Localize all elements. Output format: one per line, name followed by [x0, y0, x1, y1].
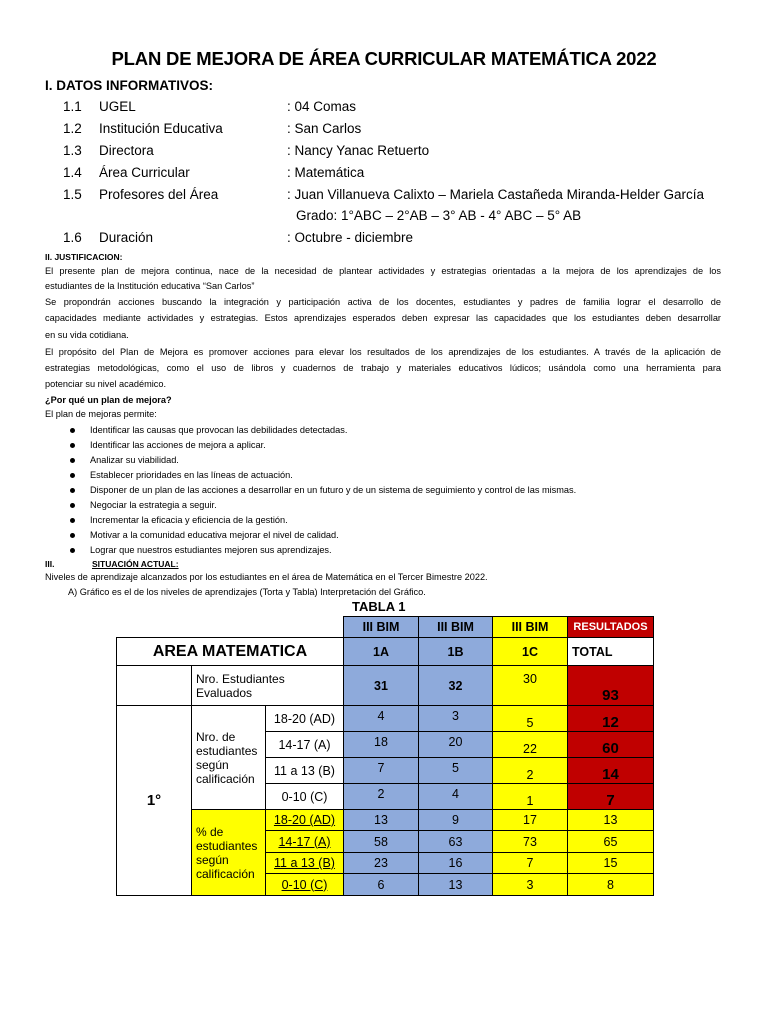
- percent-group-label: % de estudiantes según calificación: [191, 809, 266, 896]
- bullet-dot-icon: [70, 518, 75, 523]
- bim-header: III BIM: [343, 616, 419, 638]
- count-group-label: Nro. de estudiantes según calificación: [191, 705, 266, 810]
- level-label: 18-20 (AD): [265, 705, 344, 732]
- percent-value: 16: [418, 852, 493, 874]
- percent-value: 6: [343, 873, 419, 896]
- justification-line: El presente plan de mejora continua, nace de la necesidad de plantear actividades y estrategias orientadas a la mejora de los aprendizajes de los: [45, 266, 721, 276]
- section-3-number: III.: [45, 559, 55, 569]
- count-value: 7: [567, 783, 654, 810]
- percent-level-text: 0-10 (C): [281, 877, 328, 892]
- section-3-intro: Niveles de aprendizaje alcanzados por los estudiantes en el área de Matemática en el Tercer Bimestre 2022.: [45, 572, 488, 582]
- table-caption: TABLA 1: [352, 599, 406, 614]
- info-row-label: Profesores del Área: [99, 187, 219, 202]
- area-label: AREA MATEMATICA: [116, 637, 344, 666]
- info-row-value: Grado: 1°ABC – 2°AB – 3° AB - 4° ABC – 5° AB: [296, 208, 582, 223]
- evaluated-value: 32: [418, 665, 493, 706]
- percent-level-text: 18-20 (AD): [273, 813, 336, 827]
- bullet-text: Establecer prioridades en las líneas de actuación.: [90, 470, 293, 480]
- justification-line: Se propondrán acciones buscando la integración y participación activa de los docentes, estudiantes y padres de familia lograr el desarrollo de: [45, 297, 721, 307]
- count-value: 3: [418, 705, 493, 732]
- bullet-dot-icon: [70, 473, 75, 478]
- count-value: 4: [343, 705, 419, 732]
- bullet-text: Negociar la estrategia a seguir.: [90, 500, 217, 510]
- results-header: RESULTADOS: [567, 616, 654, 638]
- percent-value: 73: [492, 830, 568, 853]
- bullet-text: Identificar las causas que provocan las debilidades detectadas.: [90, 425, 348, 435]
- info-row-value: : 04 Comas: [287, 99, 357, 114]
- justification-line: potenciar su nivel académico.: [45, 379, 167, 389]
- info-row-label: Institución Educativa: [99, 121, 223, 136]
- section-3-heading: SITUACIÓN ACTUAL:: [92, 559, 179, 569]
- section-header: 1C: [492, 637, 568, 666]
- permits-text: El plan de mejoras permite:: [45, 409, 157, 419]
- bullet-item: [70, 483, 710, 498]
- section-header: 1B: [418, 637, 493, 666]
- percent-value: 3: [492, 873, 568, 896]
- bim-header: III BIM: [492, 616, 568, 638]
- percent-value: 23: [343, 852, 419, 874]
- count-value: 14: [567, 757, 654, 784]
- section-3-item-a: A) Gráfico es el de los niveles de aprendizajes (Torta y Tabla) Interpretación del Gráfico.: [68, 587, 426, 597]
- blank-cell: [116, 665, 192, 706]
- info-row-number: 1.3: [63, 143, 82, 158]
- info-row-number: 1.4: [63, 165, 82, 180]
- why-heading: ¿Por qué un plan de mejora?: [45, 395, 172, 405]
- info-row-number: 1.2: [63, 121, 82, 136]
- bullet-dot-icon: [70, 443, 75, 448]
- percent-value: 9: [418, 809, 493, 831]
- level-label: 14-17 (A): [265, 731, 344, 758]
- info-row-number: 1.5: [63, 187, 82, 202]
- count-value: 20: [418, 731, 493, 758]
- info-row-value: : Juan Villanueva Calixto – Mariela Castañeda Miranda-Helder García: [287, 187, 704, 202]
- bullet-text: Lograr que nuestros estudiantes mejoren sus aprendizajes.: [90, 545, 332, 555]
- info-row-value: : Octubre - diciembre: [287, 230, 414, 245]
- bullet-item: [70, 513, 710, 528]
- count-value: 4: [418, 783, 493, 810]
- info-row-value: : Matemática: [287, 165, 365, 180]
- count-value: 60: [567, 731, 654, 758]
- info-row-value: : Nancy Yanac Retuerto: [287, 143, 430, 158]
- bim-header: III BIM: [418, 616, 493, 638]
- bullet-text: Identificar las acciones de mejora a aplicar.: [90, 440, 266, 450]
- document-title: PLAN DE MEJORA DE ÁREA CURRICULAR MATEMÁTICA 2022: [111, 48, 657, 69]
- count-value: 2: [343, 783, 419, 810]
- info-row-value: : San Carlos: [287, 121, 362, 136]
- section-2-heading: II. JUSTIFICACION:: [45, 252, 123, 262]
- section-1-heading: I. DATOS INFORMATIVOS:: [45, 78, 213, 93]
- percent-level-label: [265, 852, 344, 874]
- level-label: 11 a 13 (B): [265, 757, 344, 784]
- section-header: 1A: [343, 637, 419, 666]
- justification-line: El propósito del Plan de Mejora es promover acciones para elevar los resultados de los aprendizajes de los estudiantes. A través de la aplicación de: [45, 347, 721, 357]
- bullet-text: Analizar su viabilidad.: [90, 455, 179, 465]
- percent-value: 13: [343, 809, 419, 831]
- evaluated-value: 93: [567, 665, 654, 706]
- bullet-dot-icon: [70, 488, 75, 493]
- count-value: 22: [492, 731, 568, 758]
- bullet-dot-icon: [70, 428, 75, 433]
- percent-level-label: [265, 830, 344, 853]
- percent-value: 13: [418, 873, 493, 896]
- bullet-item: [70, 423, 710, 438]
- percent-value: 65: [567, 830, 654, 853]
- count-value: 12: [567, 705, 654, 732]
- percent-level-text: 14-17 (A): [278, 834, 331, 849]
- count-value: 18: [343, 731, 419, 758]
- grade-label: 1°: [116, 705, 192, 896]
- bullet-item: [70, 528, 710, 543]
- bullet-item: [70, 498, 710, 513]
- percent-value: 63: [418, 830, 493, 853]
- count-value: 7: [343, 757, 419, 784]
- evaluated-value: 30: [492, 665, 568, 706]
- bullet-list: [70, 423, 710, 558]
- info-row-label: UGEL: [99, 99, 136, 114]
- info-row-number: 1.6: [63, 230, 82, 245]
- percent-value: 17: [492, 809, 568, 831]
- justification-line: capacidades mediante actividades y estrategias. Estos aprendizajes esperados deben expresar las capacidades que los estudiantes deben desarrollar: [45, 313, 721, 323]
- percent-value: 7: [492, 852, 568, 874]
- percent-value: 15: [567, 852, 654, 874]
- percent-value: 58: [343, 830, 419, 853]
- bullet-text: Motivar a la comunidad educativa mejorar el nivel de calidad.: [90, 530, 339, 540]
- percent-value: 8: [567, 873, 654, 896]
- bullet-dot-icon: [70, 458, 75, 463]
- total-header: TOTAL: [567, 637, 654, 666]
- justification-line: estudiantes de la Institución educativa “San Carlos”: [45, 281, 255, 291]
- bullet-dot-icon: [70, 503, 75, 508]
- bullet-dot-icon: [70, 533, 75, 538]
- percent-level-label: [265, 809, 344, 831]
- justification-line: en su vida cotidiana.: [45, 330, 129, 340]
- percent-level-label: [265, 873, 344, 896]
- bullet-item: [70, 543, 710, 558]
- count-value: 2: [492, 757, 568, 784]
- evaluated-label: Nro. Estudiantes Evaluados: [191, 665, 344, 706]
- justification-line: estrategias metodológicas, como el uso de libros y cuadernos de trabajo y materiales educativos lúdicos; usándola como una herramienta para: [45, 363, 721, 373]
- evaluated-value: 31: [343, 665, 419, 706]
- bullet-item: [70, 453, 710, 468]
- info-row-label: Duración: [99, 230, 154, 245]
- info-row-number: 1.1: [63, 99, 82, 114]
- count-value: 5: [418, 757, 493, 784]
- percent-value: 13: [567, 809, 654, 831]
- info-row-label: Directora: [99, 143, 154, 158]
- percent-level-text: 11 a 13 (B): [274, 856, 335, 870]
- count-value: 5: [492, 705, 568, 732]
- bullet-item: [70, 468, 710, 483]
- count-value: 1: [492, 783, 568, 810]
- info-row-label: Área Curricular: [99, 165, 190, 180]
- bullet-text: Incrementar la eficacia y eficiencia de la gestión.: [90, 515, 288, 525]
- bullet-item: [70, 438, 710, 453]
- level-label: 0-10 (C): [265, 783, 344, 810]
- bullet-dot-icon: [70, 548, 75, 553]
- bullet-text: Disponer de un plan de las acciones a desarrollar en un futuro y de un sistema de seguimiento y control de las mismas.: [90, 485, 577, 495]
